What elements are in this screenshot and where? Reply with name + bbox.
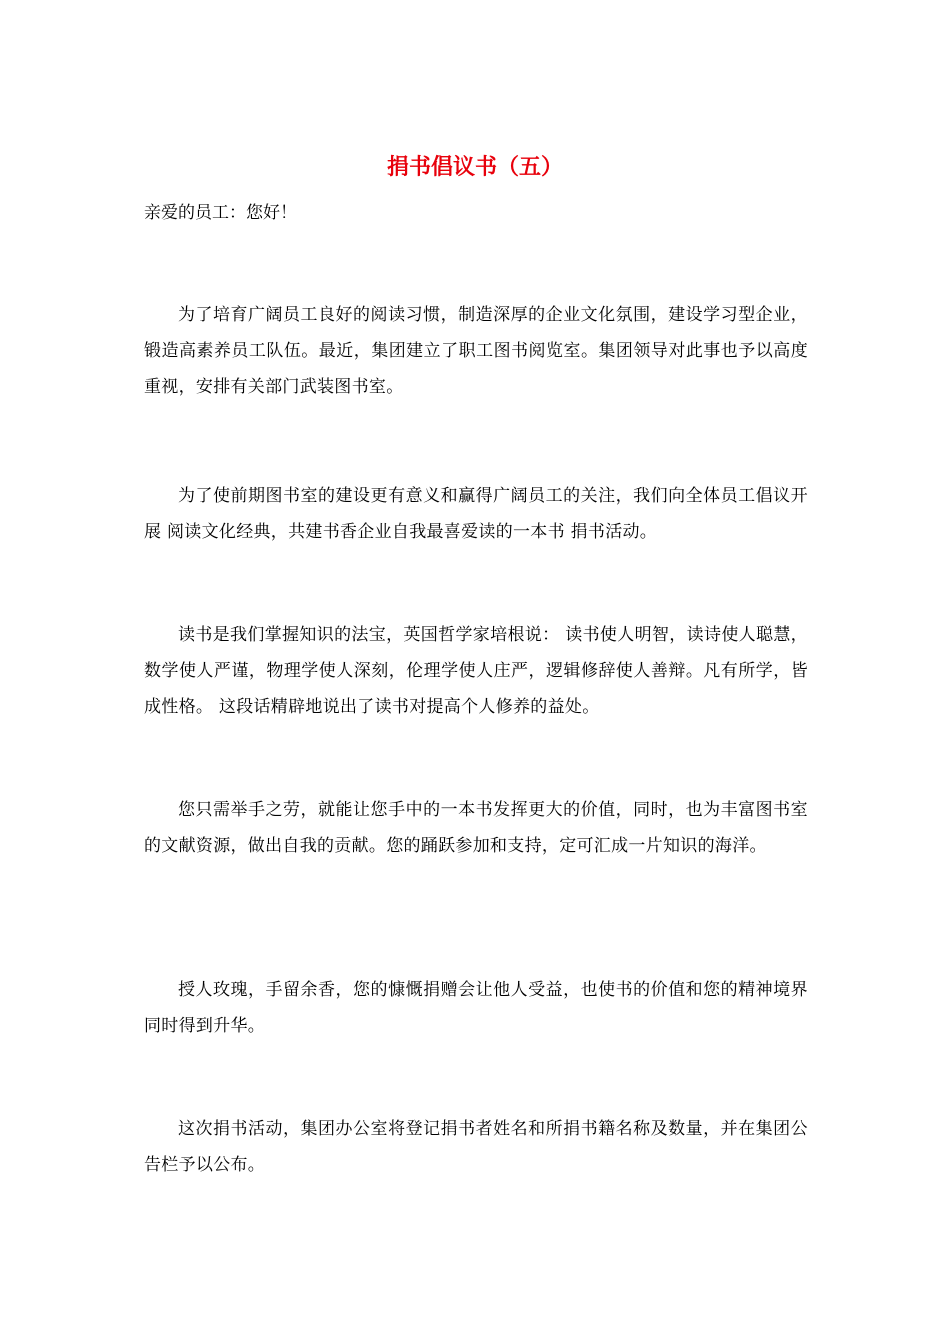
paragraph-5: 授人玫瑰，手留余香，您的慷慨捐赠会让他人受益，也使书的价值和您的精神境界同时得到升华。 bbox=[144, 980, 808, 1036]
document-title: 捐书倡议书（五） bbox=[386, 155, 563, 180]
salutation: 亲爱的员工：您好！ bbox=[144, 203, 297, 223]
paragraph-2: 为了使前期图书室的建设更有意义和赢得广阔员工的关注，我们向全体员工倡议开展 阅读文化经典，共建书香企业自我最喜爱读的一本书 捐书活动。 bbox=[144, 486, 808, 542]
paragraph-1: 为了培育广阔员工良好的阅读习惯，制造深厚的企业文化氛围，建设学习型企业，锻造高素养员工队伍。最近，集团建立了职工图书阅览室。集团领导对此事也予以高度重视，安排有关部门武装图书室。 bbox=[144, 305, 808, 397]
paragraph-3: 读书是我们掌握知识的法宝，英国哲学家培根说： 读书使人明智，读诗使人聪慧，数学使人严谨，物理学使人深刻，伦理学使人庄严，逻辑修辞使人善辩。凡有所学，皆成性格。 这段话精辟地说出了读书对提高个人修养的益处。 bbox=[144, 625, 808, 717]
paragraph-4: 您只需举手之劳，就能让您手中的一本书发挥更大的价值，同时，也为丰富图书室的文献资源，做出自我的贡献。您的踊跃参加和支持，定可汇成一片知识的海洋。 bbox=[144, 800, 808, 856]
paragraph-6: 这次捐书活动，集团办公室将登记捐书者姓名和所捐书籍名称及数量，并在集团公告栏予以公布。 bbox=[144, 1119, 808, 1175]
